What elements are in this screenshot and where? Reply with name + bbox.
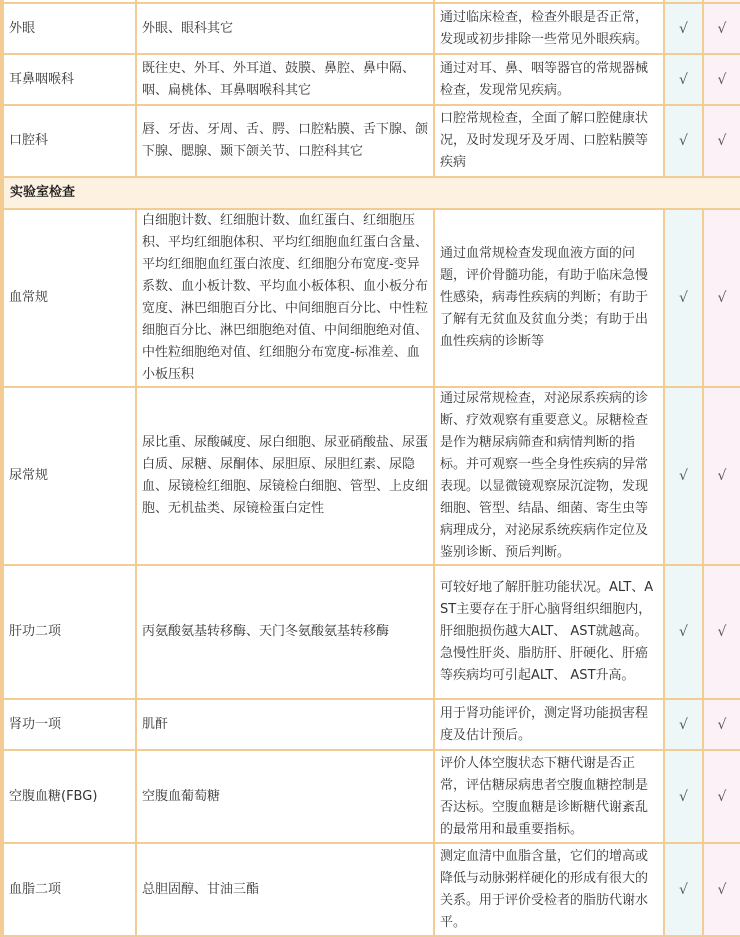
check-mark-icon: √	[664, 843, 703, 936]
table-row	[2, 3, 740, 54]
exam-items: 既往史、外耳、外耳道、鼓膜、鼻腔、鼻中隔、咽、扁桃体、耳鼻咽喉科其它	[136, 54, 434, 105]
exam-items: 肌酐	[136, 699, 434, 750]
check-mark-icon: √	[703, 3, 740, 54]
table-row	[2, 843, 740, 936]
check-mark-icon: √	[664, 54, 703, 105]
check-mark-icon: √	[703, 209, 740, 387]
check-mark-icon: √	[703, 387, 740, 565]
exam-name: 肾功一项	[2, 699, 136, 750]
check-mark-icon: √	[664, 387, 703, 565]
exam-items: 空腹血葡萄糖	[136, 750, 434, 843]
check-mark-icon: √	[703, 750, 740, 843]
table-row	[2, 105, 740, 177]
check-mark-icon: √	[703, 565, 740, 699]
check-mark-icon: √	[664, 105, 703, 177]
exam-name: 肝功二项	[2, 565, 136, 699]
exam-description: 口腔常规检查，全面了解口腔健康状况，及时发现牙及牙周、口腔粘膜等疾病	[434, 105, 664, 177]
exam-name: 外眼	[2, 3, 136, 54]
exam-items: 总胆固醇、甘油三酯	[136, 843, 434, 936]
exam-items: 丙氨酸氨基转移酶、天门冬氨酸氨基转移酶	[136, 565, 434, 699]
exam-description: 可较好地了解肝脏功能状况。ALT、AST主要存在于肝心脑肾组织细胞内，肝细胞损伤越大ALT、 AST就越高。急慢性肝炎、脂肪肝、肝硬化、肝癌等疾病均可引起ALT、 AST升高。	[434, 565, 664, 699]
check-mark-icon: √	[703, 699, 740, 750]
check-mark-icon: √	[703, 843, 740, 936]
exam-items: 尿比重、尿酸碱度、尿白细胞、尿亚硝酸盐、尿蛋白质、尿糖、尿酮体、尿胆原、尿胆红素、尿隐血、尿镜检红细胞、尿镜检白细胞、管型、上皮细胞、无机盐类、尿镜检蛋白定性	[136, 387, 434, 565]
exam-name: 耳鼻咽喉科	[2, 54, 136, 105]
exam-name: 口腔科	[2, 105, 136, 177]
table-row	[2, 750, 740, 843]
section-header-row	[2, 177, 740, 209]
check-mark-icon: √	[664, 750, 703, 843]
exam-name: 血常规	[2, 209, 136, 387]
check-mark-icon: √	[703, 54, 740, 105]
check-mark-icon: √	[664, 565, 703, 699]
exam-description: 用于肾功能评价，测定肾功能损害程度及估计预后。	[434, 699, 664, 750]
exam-name: 空腹血糖(FBG)	[2, 750, 136, 843]
check-mark-icon: √	[664, 209, 703, 387]
table-row	[2, 209, 740, 387]
exam-description: 通过尿常规检查，对泌尿系疾病的诊断、疗效观察有重要意义。尿糖检查是作为糖尿病筛查和病情判断的指标。并可观察一些全身性疾病的异常表现。以显微镜观察尿沉淀物，发现细胞、管型、结晶、细菌、寄生虫等病理成分，对泌尿系统疾病作定位及鉴别诊断、预后判断。	[434, 387, 664, 565]
exam-description: 通过对耳、鼻、咽等器官的常规器械检查，发现常见疾病。	[434, 54, 664, 105]
exam-description: 通过临床检查，检查外眼是否正常，发现或初步排除一些常见外眼疾病。	[434, 3, 664, 54]
check-mark-icon: √	[664, 699, 703, 750]
check-mark-icon: √	[703, 105, 740, 177]
table-row	[2, 54, 740, 105]
exam-description: 评价人体空腹状态下糖代谢是否正常，评估糖尿病患者空腹血糖控制是否达标。空腹血糖是诊断糖代谢紊乱的最常用和最重要指标。	[434, 750, 664, 843]
exam-name: 血脂二项	[2, 843, 136, 936]
exam-items: 白细胞计数、红细胞计数、血红蛋白、红细胞压积、平均红细胞体积、平均红细胞血红蛋白含量、平均红细胞血红蛋白浓度、红细胞分布宽度-变异系数、血小板计数、平均血小板体积、血小板分布宽度、淋巴细胞百分比、中间细胞百分比、中性粒细胞百分比、淋巴细胞绝对值、中间细胞绝对值、中性粒细胞绝对值、红细胞分布宽度-标准差、血小板压积	[136, 209, 434, 387]
exam-description: 通过血常规检查发现血液方面的问题，评价骨髓功能，有助于临床急慢性感染，病毒性疾病的判断；有助于了解有无贫血及贫血分类；有助于出血性疾病的诊断等	[434, 209, 664, 387]
table-row	[2, 387, 740, 565]
exam-items: 外眼、眼科其它	[136, 3, 434, 54]
section-title-lab-tests: 实验室检查	[2, 177, 740, 209]
check-mark-icon: √	[664, 3, 703, 54]
table-row	[2, 699, 740, 750]
exam-name: 尿常规	[2, 387, 136, 565]
exam-items: 唇、牙齿、牙周、舌、腭、口腔粘膜、舌下腺、颌下腺、腮腺、颞下颌关节、口腔科其它	[136, 105, 434, 177]
table-row	[2, 565, 740, 699]
exam-description: 测定血清中血脂含量，它们的增高或降低与动脉粥样硬化的形成有很大的关系。用于评价受检者的脂肪代谢水平。	[434, 843, 664, 936]
